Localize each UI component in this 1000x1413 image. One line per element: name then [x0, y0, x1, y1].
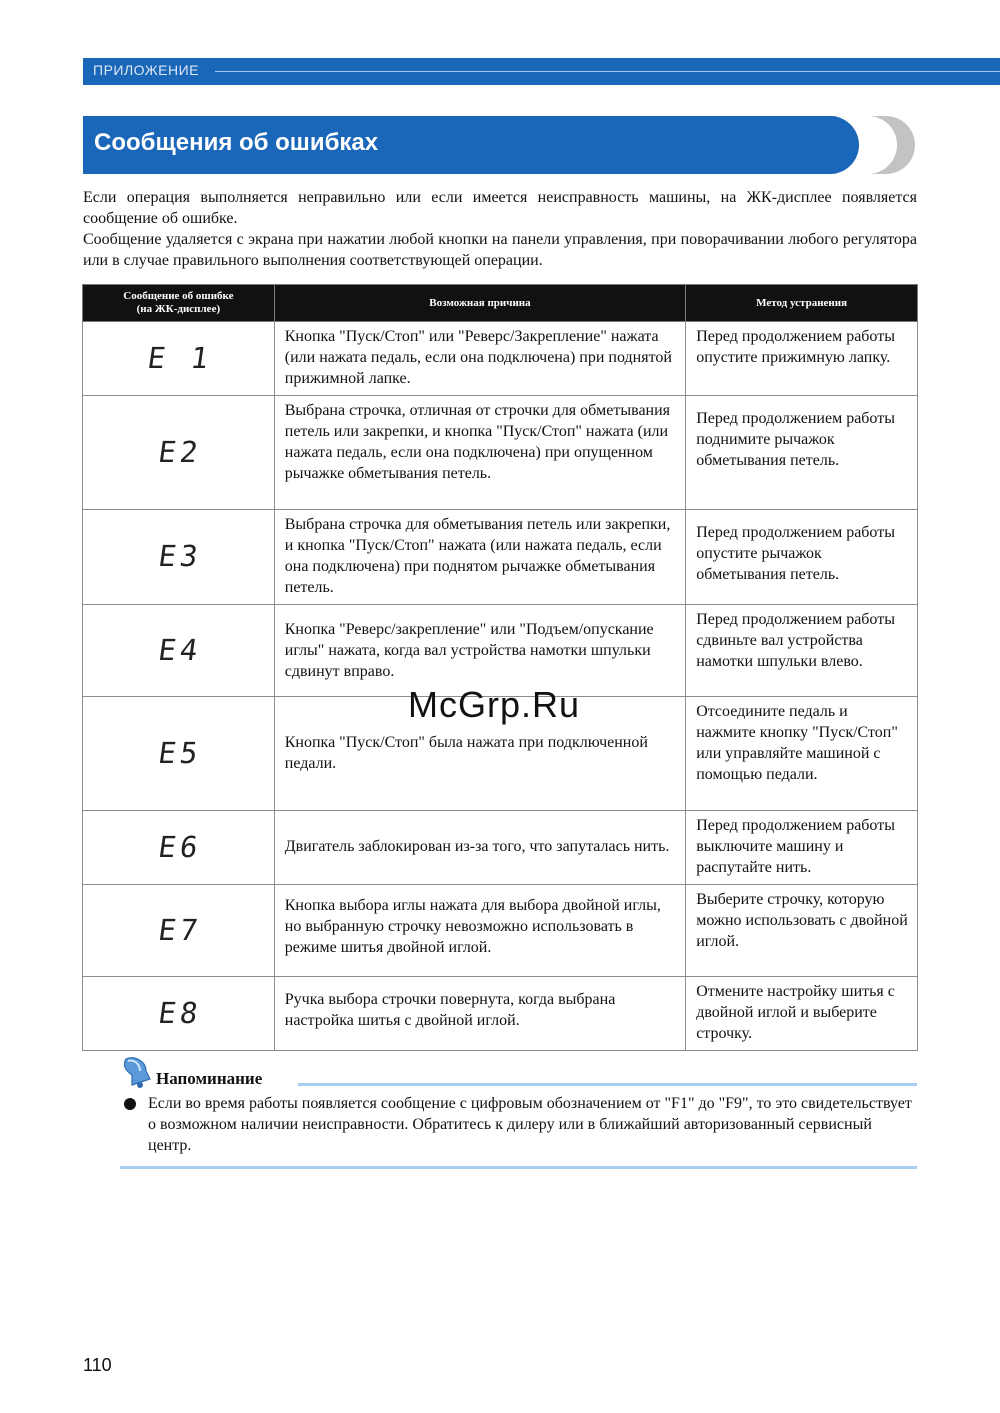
bell-icon — [120, 1055, 152, 1089]
error-code: E6 — [77, 811, 279, 885]
error-fix: Отсоедините педаль и нажмите кнопку "Пуск/Стоп" или управляйте машиной с помощью педали. — [686, 697, 918, 811]
error-cause: Ручка выбора строчки повернута, когда выбрана настройка шитья с двойной иглой. — [274, 977, 685, 1051]
error-table — [82, 284, 918, 1051]
error-cause: Кнопка "Пуск/Стоп" была нажата при подключенной педали. — [274, 697, 685, 811]
error-code: E2 — [74, 396, 282, 510]
error-fix: Отмените настройку шитья с двойной иглой и выберите строчку. — [686, 977, 918, 1051]
intro-paragraph-1: Если операция выполняется неправильно или если имеется неисправность машины, на ЖК-дисплее появляется сообщение об ошибке. — [83, 189, 917, 227]
table-row — [83, 977, 918, 1051]
error-fix: Перед продолжением работы поднимите рычажок обметывания петель. — [686, 396, 918, 510]
error-code: E7 — [76, 885, 281, 977]
header-error-message-line1: Сообщение об ошибке — [123, 290, 234, 302]
table-row — [83, 510, 918, 605]
page-title: Сообщения об ошибках — [94, 129, 379, 156]
title-banner — [83, 116, 859, 174]
reminder-bottom-rule — [120, 1166, 917, 1169]
error-cause: Кнопка "Пуск/Стоп" или "Реверс/Закрепление" нажата (или нажата педаль, если она подключена) при поднятой прижимной лапке. — [274, 322, 685, 396]
error-cause: Кнопка выбора иглы нажата для выбора двойной иглы, но выбранную строчку невозможно использовать в режиме шитья двойной иглой. — [274, 885, 685, 977]
header-error-message-line2: (на ЖК-дисплее) — [136, 303, 221, 315]
error-fix: Перед продолжением работы опустите рычажок обметывания петель. — [686, 510, 918, 605]
error-code: E 1 — [77, 322, 279, 396]
section-header-bar — [83, 58, 1000, 85]
intro-text — [83, 187, 917, 271]
bullet-icon — [124, 1098, 136, 1110]
error-fix: Перед продолжением работы опустите прижимную лапку. — [686, 322, 918, 396]
page-number: 110 — [83, 1355, 112, 1375]
error-fix: Выберите строчку, которую можно использовать с двойной иглой. — [686, 885, 918, 977]
watermark: McGrp.Ru — [408, 684, 581, 725]
table-row — [83, 811, 918, 885]
error-cause: Кнопка "Реверс/закрепление" или "Подъем/опускание иглы" нажата, когда вал устройства намотки шпульки сдвинут вправо. — [274, 605, 685, 697]
table-row — [83, 885, 918, 977]
section-label: ПРИЛОЖЕНИЕ — [93, 62, 200, 78]
error-fix: Перед продолжением работы сдвиньте вал устройства намотки шпульки влево. — [686, 605, 918, 697]
error-code: E8 — [77, 977, 279, 1051]
error-cause: Выбрана строчка для обметывания петель или закрепки, и кнопка "Пуск/Стоп" нажата (или нажата педаль, если она подключена) при поднятом рычажке обметывания петель. — [274, 510, 685, 605]
header-fix: Метод устранения — [686, 285, 918, 322]
section-rule — [215, 71, 1000, 72]
intro-paragraph-2: Сообщение удаляется с экрана при нажатии любой кнопки на панели управления, при поворачивании любого регулятора или в случае правильного выполнения соответствующей операции. — [83, 231, 917, 269]
error-fix: Перед продолжением работы выключите машину и распутайте нить. — [686, 811, 918, 885]
title-banner-group — [83, 116, 915, 174]
reminder-title: Напоминание — [156, 1069, 263, 1088]
reminder-rule — [298, 1083, 917, 1086]
table-row — [83, 605, 918, 697]
table-row — [83, 396, 918, 510]
error-code: E4 — [76, 605, 281, 697]
header-error-message — [83, 285, 275, 322]
table-header-row — [83, 285, 918, 322]
error-cause: Выбрана строчка, отличная от строчки для обметывания петель или закрепки, и кнопка "Пуск/Стоп" нажата (или нажата педаль, если она подключена) при опущенном рычажке обметывания петель. — [274, 396, 685, 510]
table-row — [83, 322, 918, 396]
error-code: E3 — [76, 510, 281, 605]
error-cause: Двигатель заблокирован из-за того, что запуталась нить. — [274, 811, 685, 885]
header-cause: Возможная причина — [274, 285, 685, 322]
reminder-text: Если во время работы появляется сообщение с цифровым обозначением от "F1" до "F9", то это свидетельствует о возможном наличии неисправности. Обратитесь к дилеру или в ближайший авторизованный сервисный центр. — [148, 1095, 912, 1154]
error-code: E5 — [74, 697, 282, 811]
